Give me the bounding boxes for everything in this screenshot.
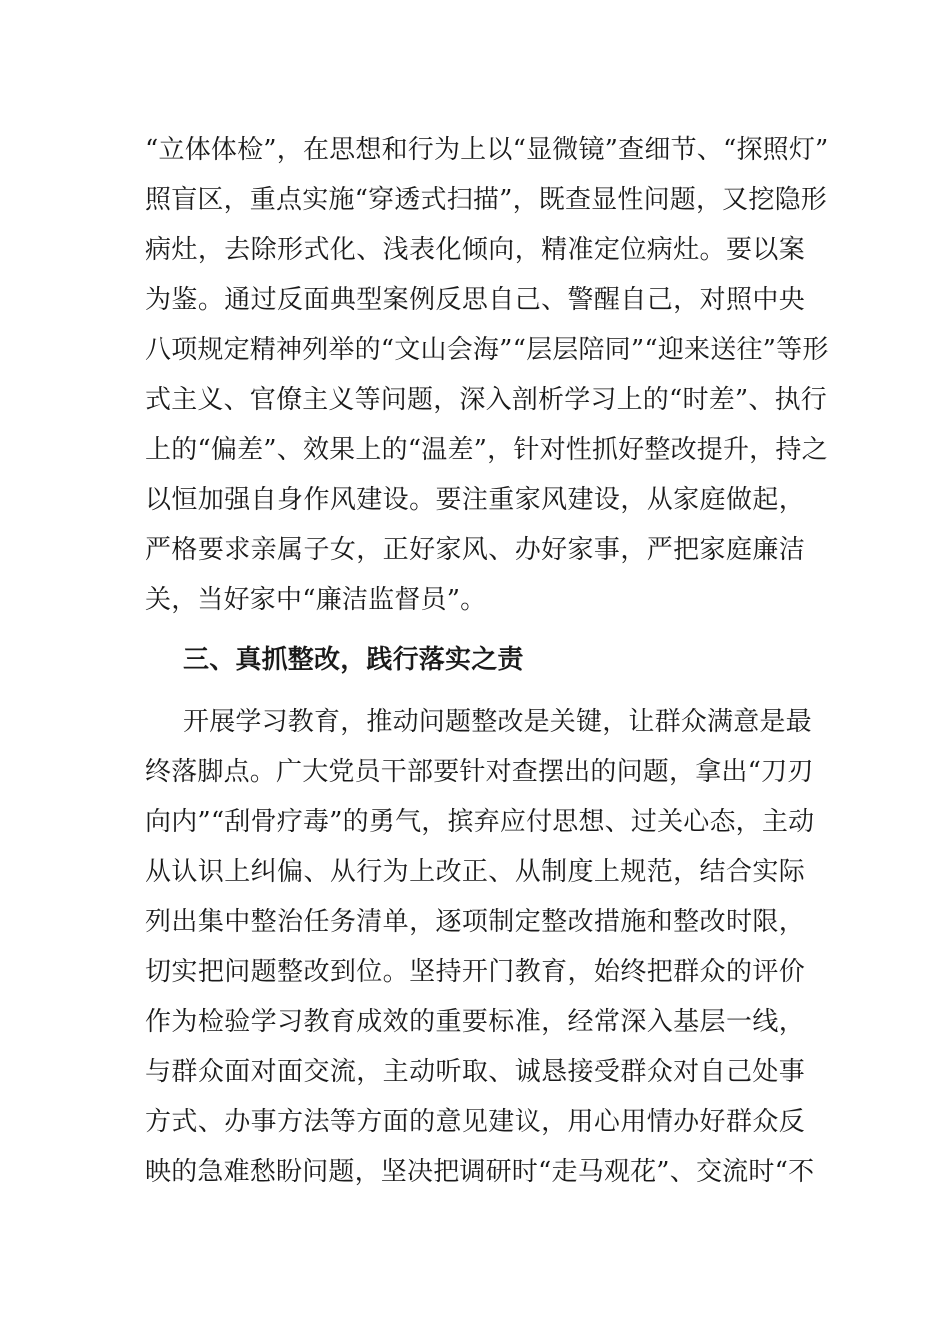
paragraph-1-line-2: 照盲区，重点实施“穿透式扫描”，既查显性问题，又挖隐形 [145, 185, 827, 215]
paragraph-2-line-4: 从认识上纠偏、从行为上改正、从制度上规范，结合实际 [145, 857, 805, 887]
paragraph-1-line-7: 上的“偏差”、效果上的“温差”，针对性抓好整改提升，持之 [145, 435, 828, 465]
paragraph-1-line-10: 关，当好家中“廉洁监督员”。 [145, 585, 487, 615]
paragraph-1-line-4: 为鉴。通过反面典型案例反思自己、警醒自己，对照中央 [145, 285, 805, 315]
paragraph-2-line-7: 作为检验学习教育成效的重要标准，经常深入基层一线， [145, 1007, 805, 1037]
paragraph-1-line-6: 式主义、官僚主义等问题，深入剖析学习上的“时差”、执行 [145, 385, 827, 415]
paragraph-1-line-1: “立体体检”，在思想和行为上以“显微镜”查细节、“探照灯” [145, 135, 829, 165]
paragraph-1-line-3: 病灶，去除形式化、浅表化倾向，精准定位病灶。要以案 [145, 235, 805, 265]
paragraph-2-line-5: 列出集中整治任务清单，逐项制定整改措施和整改时限， [145, 907, 805, 937]
paragraph-2-line-1: 开展学习教育，推动问题整改是关键，让群众满意是最 [183, 707, 812, 737]
paragraph-2-line-8: 与群众面对面交流，主动听取、诚恳接受群众对自己处事 [145, 1057, 805, 1087]
section-heading: 三、真抓整改，践行落实之责 [183, 645, 524, 675]
paragraph-1-line-9: 严格要求亲属子女，正好家风、办好家事，严把家庭廉洁 [145, 535, 805, 565]
paragraph-2-line-6: 切实把问题整改到位。坚持开门教育，始终把群众的评价 [145, 957, 805, 987]
paragraph-1-line-5: 八项规定精神列举的“文山会海”“层层陪同”“迎来送往”等形 [145, 335, 829, 365]
paragraph-1-line-8: 以恒加强自身作风建设。要注重家风建设，从家庭做起， [145, 485, 805, 515]
paragraph-2-line-10: 映的急难愁盼问题，坚决把调研时“走马观花”、交流时“不 [145, 1157, 815, 1187]
paragraph-2-line-3: 向内”“刮骨疗毒”的勇气，摈弃应付思想、过关心态，主动 [145, 807, 815, 837]
paragraph-2-line-2: 终落脚点。广大党员干部要针对查摆出的问题，拿出“刀刃 [145, 757, 814, 787]
paragraph-2-line-9: 方式、办事方法等方面的意见建议，用心用情办好群众反 [145, 1107, 805, 1137]
